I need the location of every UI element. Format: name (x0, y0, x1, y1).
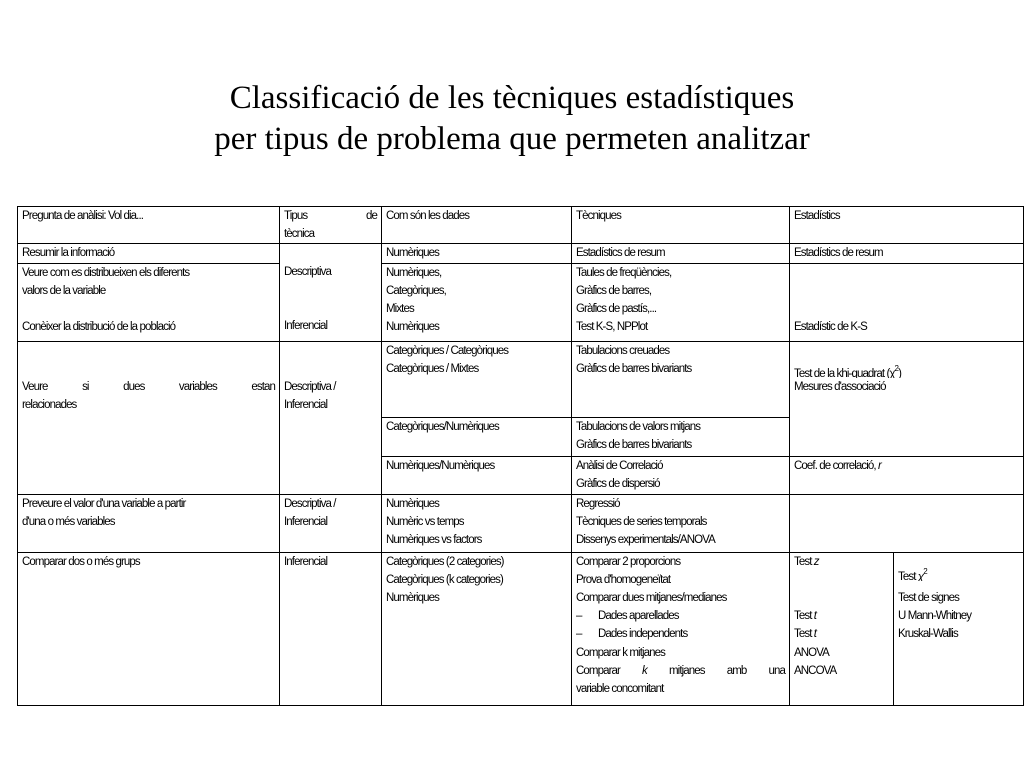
r5-tech-3: Comparar dues mitjanes/medianes (576, 591, 727, 604)
r5-stat-5: ANCOVA (794, 664, 837, 677)
r5-alt-1: Test $\chi^2$ (898, 566, 927, 581)
r3a-data-1: Categòriques / Categòriques (386, 344, 509, 357)
r5-tech-8: variable concomitant (576, 682, 664, 695)
r5-tech-1: Comparar 2 proporcions (576, 555, 681, 568)
r4-tech-3: Dissenys experimentals/ANOVA (576, 533, 715, 546)
r3b-tech-2: Gràfics de barres bivariants (576, 438, 692, 451)
r5-data-1: Categòriques (2 categories) (386, 555, 504, 568)
r5-alt-3: U Mann-Whitney (898, 609, 972, 622)
r3-question-2: relacionades (22, 399, 77, 412)
r3a-tech-2: Gràfics de barres bivariants (576, 362, 692, 375)
r5-question: Comparar dos o més grups (22, 555, 140, 568)
r5-alt-4: Kruskal-Wallis (898, 628, 958, 641)
r1-data: Numèriques (386, 247, 439, 260)
r5-tech-5: – Dades independents (576, 628, 688, 641)
r2-type-inferential: Inferencial (284, 320, 328, 333)
r4-data-2: Numèric vs temps (386, 515, 464, 528)
r4-question-1: Preveure el valor d'una variable a partir (22, 497, 186, 510)
r2-tech-3: Gràfics de pastís,... (576, 302, 657, 315)
r3c-data: Numèriques/Numèriques (386, 459, 495, 472)
r4-data-3: Numèriques vs factors (386, 533, 482, 546)
table-row (18, 494, 1024, 552)
r2-data-4: Numèriques (386, 321, 439, 334)
r5-tech-7: Comparar k mitjanes amb una (576, 664, 785, 677)
r2-data-1: Numèriques, (386, 266, 442, 279)
r5-data-3: Numèriques (386, 591, 439, 604)
r5-type: Inferencial (284, 555, 328, 568)
r1-statistic: Estadístics de resum (794, 247, 883, 260)
r5-tech-6: Comparar k mitjanes (576, 646, 665, 659)
r3a-stat-2: Mesures d'associació (794, 380, 886, 393)
r3-type-1: Descriptiva / (284, 380, 336, 393)
r3c-stat: Coef. de correlació, r (794, 459, 881, 472)
r4-tech-1: Regressió (576, 497, 620, 510)
r1-technique: Estadístics de resum (576, 247, 665, 260)
r5-stat-4: ANOVA (794, 646, 829, 659)
table-row (18, 552, 1024, 705)
title-line-2: per tipus de problema que permeten analitzar (214, 121, 810, 157)
r2-question-3: Conèixer la distribució de la població (22, 321, 176, 334)
r3a-tech-1: Tabulacions creuades (576, 344, 670, 357)
r5-tech-4: – Dades aparellades (576, 610, 679, 623)
r3c-tech-1: Anàlisi de Correlació (576, 459, 663, 472)
r5-stat-1: Test z (794, 555, 819, 568)
r1-question: Resumir la informació (22, 247, 115, 260)
header-question: Pregunta de anàlisi: Vol dia... (18, 207, 280, 244)
r3a-data-2: Categòriques / Mixtes (386, 362, 479, 375)
header-techniques: Tècniques (572, 207, 790, 244)
r2-tech-4: Test K-S, NPPlot (576, 321, 648, 334)
r2-statistic: Estadístic de K-S (794, 321, 867, 334)
header-statistics: Estadístics (790, 207, 1024, 244)
table-header-row (18, 207, 1024, 244)
r3b-data: Categòriques/Numèriques (386, 420, 499, 433)
r4-data-1: Numèriques (386, 497, 439, 510)
r5-stat-3: Test t (794, 628, 817, 641)
r4-tech-2: Tècniques de series temporals (576, 515, 707, 528)
r1-type-cell (280, 244, 382, 341)
r4-type-1: Descriptiva / (284, 497, 336, 510)
r3-type-cell (280, 341, 382, 494)
techniques-table (17, 206, 1024, 706)
r5-data-2: Categòriques (k categories) (386, 573, 503, 586)
r2-question-2: valors de la variable (22, 284, 106, 297)
r3a-stat-1: Test de la khi-quadrat $(\chi^2)$ (794, 363, 902, 378)
r2-type-descriptive: Descriptiva (284, 265, 331, 278)
r2-tech-2: Gràfics de barres, (576, 284, 652, 297)
r3c-tech-2: Gràfics de dispersió (576, 477, 660, 490)
r5-alt-2: Test de signes (898, 591, 959, 604)
r3-question-cell: Veure si dues variables estan relacionades (18, 341, 280, 494)
header-type: Tipus de tècnica (280, 207, 382, 244)
r3b-tech-1: Tabulacions de valors mitjans (576, 420, 701, 433)
header-data: Com són les dades (382, 207, 572, 244)
r2-data-3: Mixtes (386, 302, 414, 315)
table-row (18, 341, 1024, 417)
r2-question-1: Veure com es distribueixen els diferents (22, 266, 190, 279)
r2-data-2: Categòriques, (386, 284, 446, 297)
r5-tech-2: Prova d'homogeneïtat (576, 573, 671, 586)
r4-question-2: d'una o més variables (22, 515, 115, 528)
r4-type-2: Inferencial (284, 515, 328, 528)
r2-tech-1: Taules de freqüències, (576, 266, 672, 279)
r3-type-2: Inferencial (284, 399, 328, 412)
r5-stat-2: Test t (794, 610, 817, 623)
title-line-1: Classificació de les tècniques estadístiques (229, 80, 795, 116)
table-row (18, 244, 1024, 263)
slide-title (0, 78, 1024, 160)
table-row (18, 263, 1024, 341)
